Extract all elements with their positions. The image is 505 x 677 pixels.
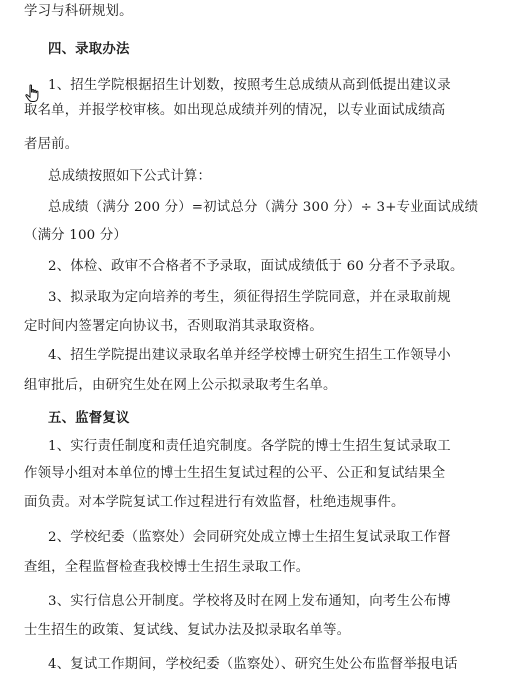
text-line: 4、招生学院提出建议录取名单并经学校博士研究生招生工作领导小 — [48, 348, 451, 363]
text-line: 总成绩（满分 200 分）=初试总分（满分 300 分）÷ 3+专业面试成绩 — [48, 200, 479, 215]
text-line: 面负责。对本学院复试工作过程进行有效监督，杜绝违规事件。 — [24, 495, 405, 510]
text-line: （满分 100 分） — [24, 228, 128, 243]
text-line: 2、学校纪委（监察处）会同研究处成立博士生招生复试录取工作督 — [48, 530, 451, 545]
text-line: 组审批后，由研究生处在网上公示拟录取考生名单。 — [24, 378, 337, 393]
text-line: 者居前。 — [24, 137, 79, 152]
text-line: 1、实行责任制度和责任追究制度。各学院的博士生招生复试录取工 — [48, 439, 451, 454]
text-line: 2、体检、政审不合格者不予录取，面试成绩低于 60 分者不予录取。 — [48, 259, 464, 274]
section-heading: 五、监督复议 — [48, 410, 130, 426]
text-line: 士生招生的政策、复试线、复试办法及拟录取名单等。 — [24, 623, 351, 638]
text-line: 4、复试工作期间，学校纪委（监察处）、研究生处公布监督举报电话 — [48, 657, 458, 672]
text-line: 作领导小组对本单位的博士生招生复试过程的公平、公正和复试结果全 — [24, 466, 446, 481]
text-line: 查组，全程监督检查我校博士生招生录取工作。 — [24, 560, 310, 575]
text-line: 3、拟录取为定向培养的考生，须征得招生学院同意，并在录取前规 — [48, 290, 451, 305]
text-line: 1、招生学院根据招生计划数，按照考生总成绩从高到低提出建议录 — [48, 78, 451, 93]
text-line: 3、实行信息公开制度。学校将及时在网上发布通知，向考生公布博 — [48, 594, 451, 609]
text-line: 取名单，并报学校审核。如出现总成绩并列的情况，以专业面试成绩高 — [24, 103, 446, 118]
text-line: 学习与科研规划。 — [24, 4, 133, 19]
text-line: 定时间内签署定向协议书，否则取消其录取资格。 — [24, 319, 323, 334]
section-heading: 四、录取办法 — [48, 41, 130, 57]
hand-cursor-icon — [24, 84, 42, 104]
text-line: 总成绩按照如下公式计算： — [48, 169, 212, 184]
